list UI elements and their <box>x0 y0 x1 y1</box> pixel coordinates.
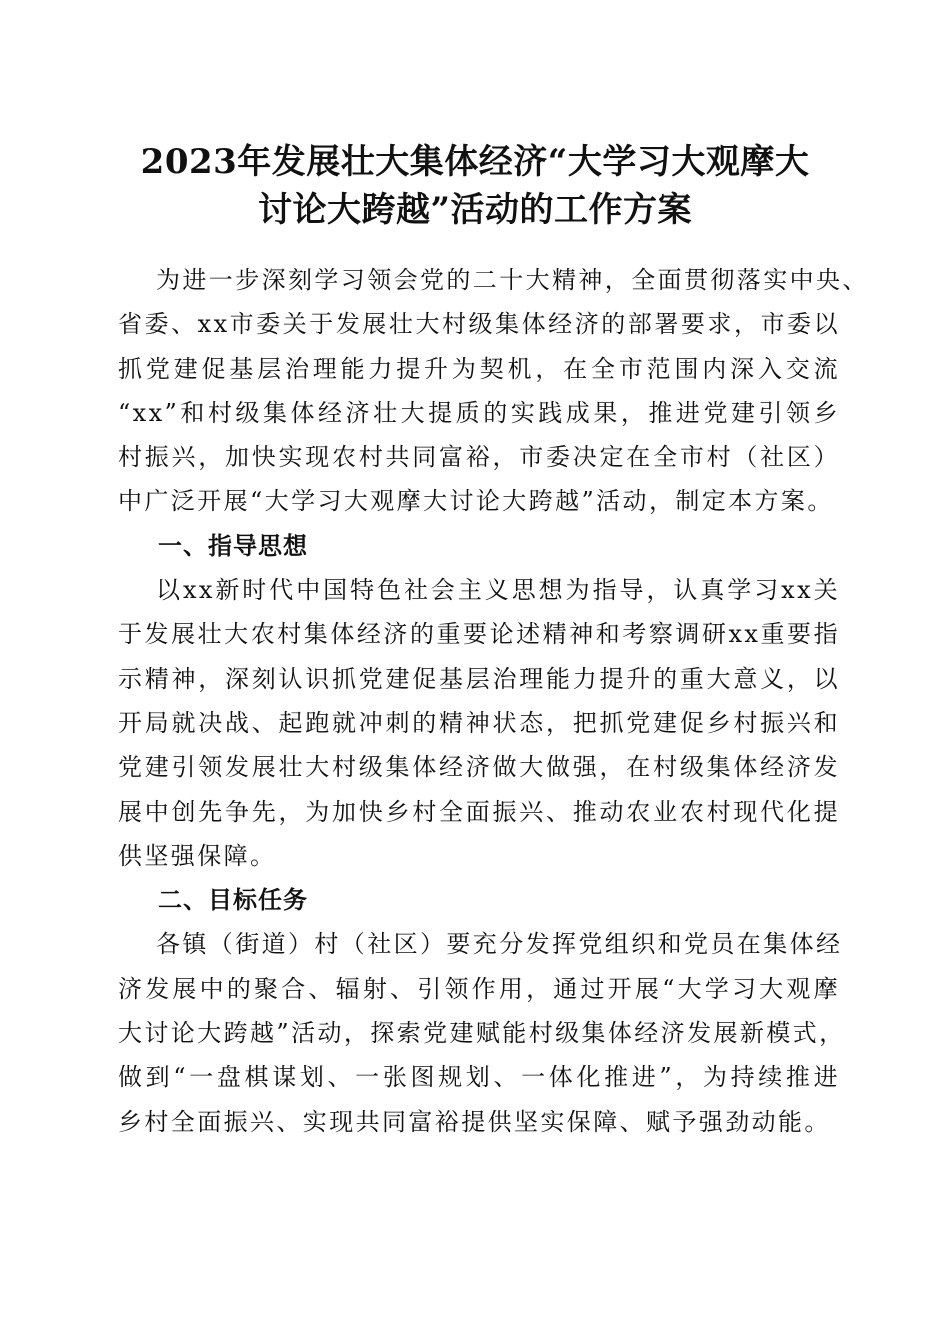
paragraph-line: “xx”和村级集体经济壮大提质的实践成果，推进党建引领乡 <box>118 398 840 427</box>
document-title <box>110 138 840 234</box>
paragraph-line: 党建引领发展壮大村级集体经济做大做强，在村级集体经济发 <box>118 753 840 782</box>
paragraph-line: 供坚强保障。 <box>118 841 277 870</box>
guiding-ideology-paragraph <box>118 568 840 878</box>
paragraph-line: 省委、xx市委关于发展壮大村级集体经济的部署要求，市委以 <box>118 310 840 339</box>
paragraph-line: 于发展壮大农村集体经济的重要论述精神和考察调研xx重要指 <box>118 620 840 649</box>
paragraph-line: 做到“一盘棋谋划、一张图规划、一体化推进”，为持续推进 <box>118 1063 840 1092</box>
paragraph-line: 为进一步深刻学习领会党的二十大精神，全面贯彻落实中央、 <box>156 266 869 294</box>
goals-tasks-paragraph <box>118 922 846 1143</box>
paragraph-line: 抓党建促基层治理能力提升为契机，在全市范围内深入交流 <box>118 354 840 383</box>
paragraph-line: 村振兴，加快实现农村共同富裕，市委决定在全市村（社区） <box>118 443 840 472</box>
paragraph-line: 大讨论大跨越”活动，探索党建赋能村级集体经济发展新模式， <box>118 1019 846 1048</box>
paragraph-line: 各镇（街道）村（社区）要充分发挥党组织和党员在集体经 <box>156 930 843 959</box>
title-line-1: 2023年发展壮大集体经济“大学习大观摩大 <box>140 142 810 182</box>
paragraph-line: 以xx新时代中国特色社会主义思想为指导，认真学习xx关 <box>156 576 840 605</box>
section-heading-goals-tasks: 二、目标任务 <box>158 886 308 915</box>
intro-paragraph <box>118 258 869 524</box>
paragraph-line: 开局就决战、起跑就冲刺的精神状态，把抓党建促乡村振兴和 <box>118 708 840 737</box>
title-line-2: 讨论大跨越”活动的工作方案 <box>257 190 693 230</box>
document-body <box>118 258 869 1144</box>
paragraph-line: 中广泛开展“大学习大观摩大讨论大跨越”活动，制定本方案。 <box>118 487 834 516</box>
paragraph-line: 济发展中的聚合、辐射、引领作用，通过开展“大学习大观摩 <box>118 974 840 1003</box>
paragraph-line: 示精神，深刻认识抓党建促基层治理能力提升的重大意义，以 <box>118 664 840 693</box>
paragraph-line: 乡村全面振兴、实现共同富裕提供坚实保障、赋予强劲动能。 <box>118 1107 831 1136</box>
section-heading-guiding-ideology: 一、指导思想 <box>158 531 308 560</box>
paragraph-line: 展中创先争先，为加快乡村全面振兴、推动农业农村现代化提 <box>118 797 840 826</box>
